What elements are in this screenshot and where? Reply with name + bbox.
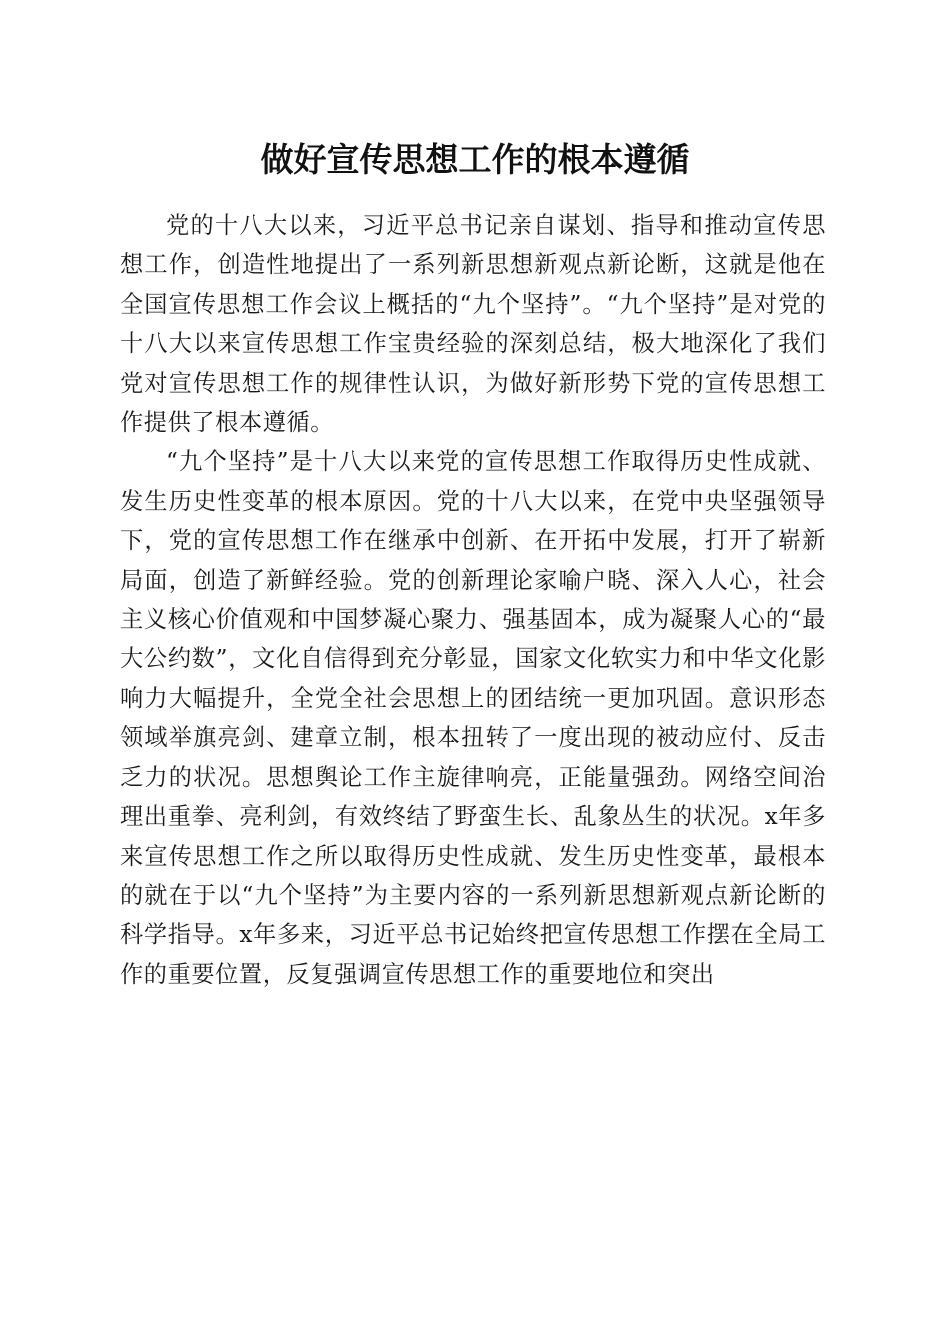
document-body — [120, 206, 826, 994]
document-title: 做好宣传思想工作的根本遵循 — [260, 140, 690, 179]
paragraph-1: 党的十八大以来，习近平总书记亲自谋划、指导和推动宣传思想工作，创造性地提出了一系列新思想新观点新论断，这就是他在全国宣传思想工作会议上概括的“九个坚持”。“九个坚持”是对党的十八大以来宣传思想工作宝贵经验的深刻总结，极大地深化了我们党对宣传思想工作的规律性认识，为做好新形势下党的宣传思想工作提供了根本遵循。 — [120, 212, 826, 437]
paragraph-2: “九个坚持”是十八大以来党的宣传思想工作取得历史性成就、发生历史性变革的根本原因。党的十八大以来，在党中央坚强领导下，党的宣传思想工作在继承中创新、在开拓中发展，打开了崭新局面，创造了新鲜经验。党的创新理论家喻户晓、深入人心，社会主义核心价值观和中国梦凝心聚力、强基固本，成为凝聚人心的“最大公约数”，文化自信得到充分彰显，国家文化软实力和中华文化影响力大幅提升，全党全社会思想上的团结统一更加巩固。意识形态领域举旗亮剑、建章立制，根本扭转了一度出现的被动应付、反击乏力的状况。思想舆论工作主旋律响亮，正能量强劲。网络空间治理出重拳、亮利剑，有效终结了野蛮生长、乱象丛生的状况。x年多来宣传思想工作之所以取得历史性成就、发生历史性变革，最根本的就在于以“九个坚持”为主要内容的一系列新思想新观点新论断的科学指导。x年多来，习近平总书记始终把宣传思想工作摆在全局工作的重要位置，反复强调宣传思想工作的重要地位和突出 — [120, 448, 826, 988]
